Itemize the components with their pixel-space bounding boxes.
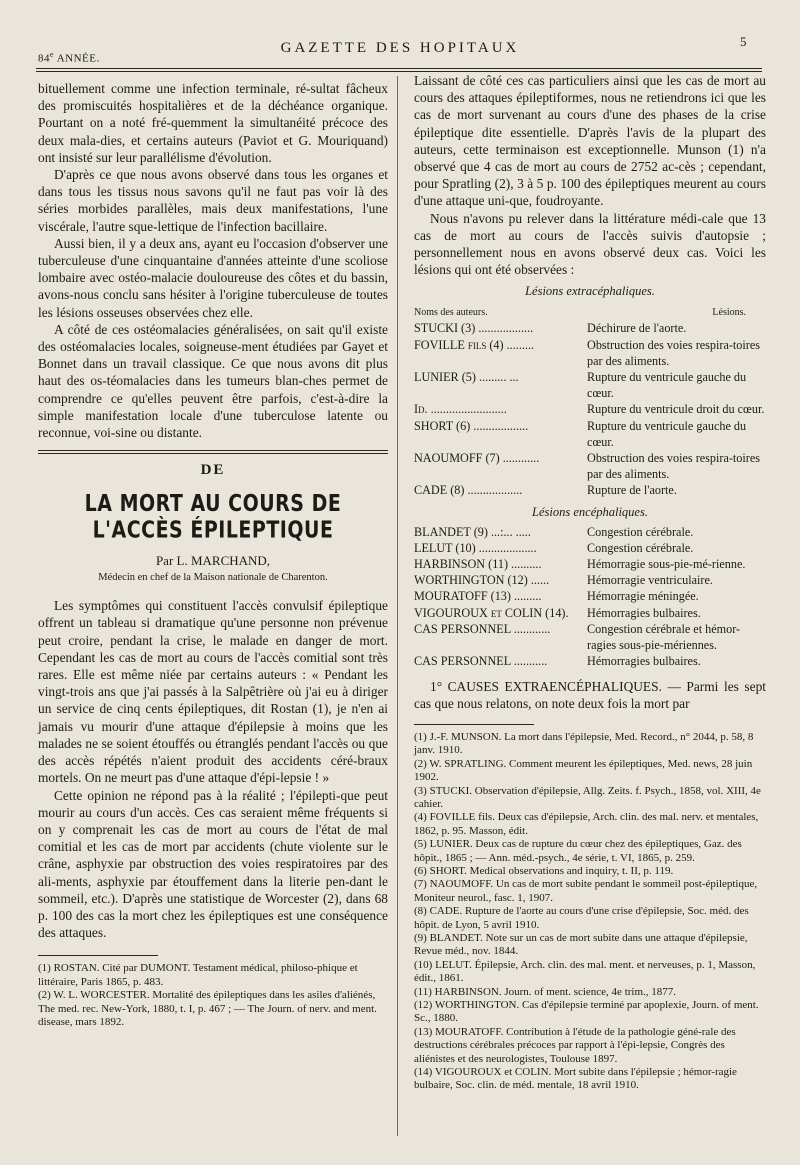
footnote: (1) ROSTAN. Cité par DUMONT. Testament médical, philoso-phique et littéraire, Paris 1865, p. 483. [38, 962, 358, 988]
section-rule [38, 453, 388, 454]
author-cell: HARBINSON (11) .......... [414, 557, 542, 572]
author-affiliation: Médecin en chef de la Maison nationale de Charenton. [98, 572, 328, 584]
lesion-cell: Rupture de l'aorte. [587, 483, 677, 498]
paragraph-text: D'après ce que nous avons observé dans tous les organes et dans tous les tissus nous savons qu'il ne faut pas voir là des séries morbides parallèles, mais deux manifestations, l'une viscérale, l'autre sque-lettique de l'infection bacillaire. [38, 167, 388, 234]
author-cell: CAS PERSONNEL ............ [414, 621, 551, 636]
footnotes [414, 731, 766, 1093]
paragraph-text: 1° CAUSES EXTRAENCÉPHALIQUES. — Parmi les sept cas que nous relatons, on note deux fois la mort par [414, 678, 766, 711]
extracephalic-table [414, 320, 766, 498]
author-cell: CAS PERSONNEL ........... [414, 654, 548, 669]
footnote: (10) LELUT. Épilepsie, Arch. clin. des mal. ment. et nerveuses, p. 1, Masson, édit., 1861. [414, 958, 756, 985]
lesion-cell: Congestion cérébrale et hémor-ragies sous-pie-mériennes. [587, 621, 741, 653]
author-cell: BLANDET (9) ...:... ..... [414, 524, 531, 539]
table-row [414, 482, 766, 498]
table-row [414, 450, 766, 482]
author-cell: CADE (8) .................. [414, 483, 523, 498]
footnote: (1) J.-F. MUNSON. La mort dans l'épilepsie, Med. Record., n° 2044, p. 58, 8 janv. 1910. [414, 730, 754, 757]
lesion-cell: Hémorragies bulbaires. [587, 605, 701, 620]
author-cell: MOURATOFF (13) ......... [414, 589, 542, 604]
lesion-cell: Rupture du ventricule gauche du cœur. [587, 418, 747, 449]
paragraph: Laissant de côté ces cas particuliers ainsi que les cas de mort au cours des attaques épileptiformes, nous ne retiendrons ici que les cas de mort survenant au cours d'une des phases de la crise épileptique dite essentielle. D'après l'avis de la plupart des auteurs, cette terminaison est exceptionnelle. Munson (1) n'a observé que 4 cas de mort au cours de 2752 ac-cès ; cependant, pour Spratling (2), 3 à 5 p. 100 des épileptiques meurent au cours d'une attaque uni-que, foudroyante. [414, 73, 766, 209]
footnote: (8) CADE. Rupture de l'aorte au cours d'une crise d'épilepsie, Soc. méd. des hôpit. de Lyon, 5 avril 1910. [414, 905, 749, 931]
right-column [414, 72, 766, 1093]
paragraph-text: Nous n'avons pu relever dans la littérature médi-cale que 13 cas de mort au cours de l'accès suivis d'autopsie ; personnellement nous en avons observé deux cas. Voici les lésions qui ont été observées : [414, 210, 766, 278]
page-number: 5 [740, 34, 747, 49]
author-cell: LELUT (10) ................... [414, 540, 537, 555]
table-row [414, 653, 766, 669]
header-rule [36, 68, 762, 69]
paragraph-text: A côté de ces ostéomalacies généralisées, on sait qu'il existe des ostéomalacies locales, soigneuse-ment étudiées par Gayet et Bonnet dans un travail classique. Ce que nous avons dit plus haut des os-téomalacies dans les tumeurs blan-ches permet de comprendre ce qu'elles peuvent être parfois, c'est-à-dire la simple manifestation locale d'une tuberculose latente ou reconnue, voi-sine ou distante. [38, 321, 388, 441]
lesion-cell: Obstruction des voies respira-toires par des aliments. [587, 337, 760, 368]
paragraph-text: Aussi bien, il y a deux ans, ayant eu l'occasion d'observer une tuberculeuse d'une cinquantaine d'années atteinte d'une scoliose lombaire avec ostéo-malacie douloureuse des côtes et du bassin, avons-nous conclu sans hésiter à l'origine tuberculeuse de toutes les lésions osseuses observées chez elle. [38, 235, 388, 320]
article-kicker: DE [200, 462, 226, 479]
table-row [414, 337, 766, 369]
paragraph [38, 597, 388, 786]
article-byline: Par L. MARCHAND, [155, 553, 271, 569]
paragraph-text: Cette opinion ne répond pas à la réalité ; l'épilepti-que peut mourir au cours d'un accès. Ces cas seraient même fréquents si on y comprenait les cas de mort au cours de l'état de mal comitial et les cas de mort par accidents (chute violente sur le crâne, asphyxie par obstruction des voies respiratoires par des ali-ments, asphyxie par étouffement dans la literie pen-dant le sommeil, etc.). D'après une statistique de Worcester (2), dans 68 p. 100 des cas la mort chez les épileptiques est une conséquence des attaques. [38, 787, 388, 941]
lesion-cell: Hémorragie ventriculaire. [587, 573, 713, 588]
table-row [414, 524, 766, 540]
footnote: (6) SHORT. Medical observations and inquiry, t. II, p. 119. [414, 864, 674, 877]
footnote: (2) W. L. WORCESTER. Mortalité des épileptiques dans les asiles d'aliénés, The med. rec. New-York, 1880, t. I, p. 467 ; — The Journ. of nerv. and ment. disease, mars 1892. [38, 989, 377, 1028]
lesion-cell: Rupture du ventricule gauche du cœur. [587, 370, 747, 401]
lesion-cell: Hémorragie sous-pie-mé-rienne. [587, 557, 746, 572]
lesion-cell: Hémorragies bulbaires. [587, 654, 701, 669]
lesion-cell: Rupture du ventricule droit du cœur. [587, 402, 765, 417]
table-row [414, 572, 766, 588]
table-row [414, 369, 766, 401]
footnote: (2) W. SPRATLING. Comment meurent les épileptiques, Med. news, 28 juin 1902. [414, 757, 753, 784]
author-cell: FOVILLE fils (4) ......... [414, 337, 535, 352]
author-cell: VIGOUROUX et COLIN (14). [414, 605, 569, 620]
footnote: (9) BLANDET. Note sur un cas de mort subite dans une attaque d'épilepsie, Revue méd., nov. 1844. [414, 932, 748, 958]
paragraph [38, 787, 388, 942]
author-cell: WORTHINGTON (12) ...... [414, 573, 550, 588]
paragraph: bituellement comme une infection terminale, ré-sultat fâcheux des promiscuités hospitalières et de la déchéance organique. Pourtant on a noté fré-quemment la simultanéité précoce des deux mala-dies, et certains auteurs (Paviot et G. Mouriquand) ont insisté sur leur parallélisme d'évolution. [38, 81, 388, 165]
paragraph [38, 166, 388, 235]
year-number: 84 [38, 52, 50, 65]
paragraph [414, 210, 766, 279]
table-row [414, 418, 766, 450]
footnote: (12) WORTHINGTON. Cas d'épilepsie terminé par apoplexie, Journ. of ment. Sc., 1880. [414, 999, 759, 1025]
column-header-authors: Noms des auteurs. [414, 307, 488, 319]
table-caption: Lésions extracéphaliques. [525, 284, 655, 299]
article-title: LA MORT AU COURS DE L'ACCÈS ÉPILEPTIQUE [84, 490, 342, 544]
footnote: (5) LUNIER. Deux cas de rupture du cœur chez des épileptiques, Gaz. des hôpit., 1865 ; — Ann. méd.-psych., 4e série, t. VI, 1865, p. 259. [414, 838, 742, 864]
author-cell: NAOUMOFF (7) ............ [414, 451, 540, 466]
encephalic-table [414, 524, 766, 670]
paragraph [38, 321, 388, 441]
column-header-lesions: Lésions. [712, 307, 746, 319]
lesion-cell: Hémorragie méningée. [587, 589, 699, 604]
table-row [414, 320, 766, 336]
table-row [414, 540, 766, 556]
year-suffix: ANNÉE. [54, 52, 100, 65]
paragraph [414, 678, 766, 712]
journal-title: GAZETTE DES HOPITAUX [280, 40, 520, 56]
lesion-cell: Obstruction des voies respira-toires par des aliments. [587, 451, 760, 482]
author-cell: SHORT (6) .................. [414, 418, 529, 433]
footnote: (7) NAOUMOFF. Un cas de mort subite pendant le sommeil post-épileptique, Moniteur neurol., fasc. 1, 1907. [414, 878, 758, 904]
footnote-rule [38, 955, 158, 956]
left-column [38, 80, 388, 1029]
footnote: (11) HARBINSON. Journ. of ment. science, 4e trim., 1877. [414, 985, 677, 998]
table-row [414, 401, 766, 417]
author-cell: LUNIER (5) ......... ... [414, 370, 519, 385]
year-superscript: e [50, 50, 55, 59]
table-header [414, 307, 766, 318]
lesion-cell: Déchirure de l'aorte. [587, 321, 687, 336]
footnote: (14) VIGOUROUX et COLIN. Mort subite dans l'épilepsie ; hémor-ragie bulbaire, Soc. clin. de méd. mentale, 18 avril 1910. [414, 1066, 737, 1092]
table-row [414, 621, 766, 653]
author-cell: Id. ......................... [414, 402, 507, 417]
lesion-cell: Congestion cérébrale. [587, 524, 694, 539]
table-row [414, 556, 766, 572]
footnote-rule [414, 724, 534, 725]
column-divider [397, 76, 398, 1136]
table-caption: Lésions encéphaliques. [532, 504, 648, 519]
footnote: (4) FOVILLE fils. Deux cas d'épilepsie, Arch. clin. des mal. nerv. et mentales, 1862, p. 95. Masson, édit. [414, 811, 759, 837]
author-cell: STUCKI (3) .................. [414, 321, 534, 336]
table-row [414, 605, 766, 621]
paragraph-text: Les symptômes qui constituent l'accès convulsif épileptique offrent un tableau si dramatique qu'une personne non prévenue peut croire, pendant la crise, le malade en danger de mort. Cependant les cas de mort au cours de l'accès comitial sont très rares. Elle est même niée par certains auteurs : « Pendant les vingt-trois ans que j'ai passés à la Salpêtrière où j'ai eu à diriger un service de cinq cents épileptiques, dit Rostan (1), je n'en ai jamais vu mourir d'une attaque d'épilepsie à moins que les malades ne se soient étouffés ou étranglés pendant l'accès ou que des accès répétés n'aient produit des accidents céré-braux mortels. On ne meurt pas d'une attaque d'épi-lepsie ! » [38, 598, 388, 786]
lesion-cell: Congestion cérébrale. [587, 540, 694, 555]
table-row [414, 588, 766, 604]
footnote: (3) STUCKI. Observation d'épilepsie, Allg. Zeits. f. Psych., 1858, vol. XIII, 4e cahier. [414, 784, 761, 810]
section-rule [38, 450, 388, 451]
paragraph [38, 235, 388, 321]
footnote: (13) MOURATOFF. Contribution à l'étude de la pathologie géné-rale des destructions cérébrales précoces par rapport à l'épi-lepsie, Congrès des aliénistes et des neurologistes, Toulouse 1897. [414, 1025, 736, 1065]
